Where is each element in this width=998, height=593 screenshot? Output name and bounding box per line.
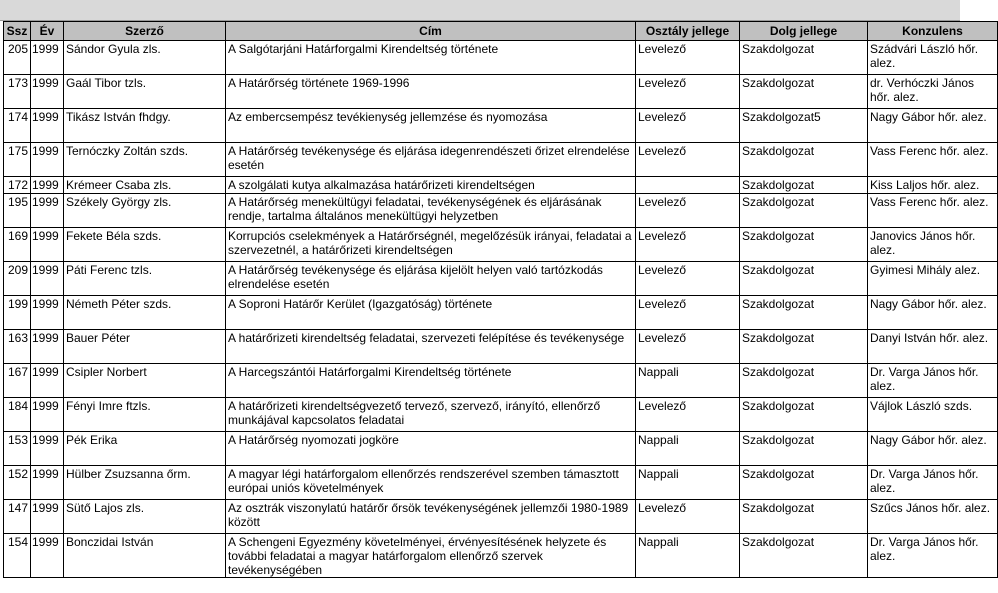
cell-dolg: Szakdolgozat <box>740 262 868 296</box>
header-szerzo: Szerző <box>64 22 226 41</box>
cell-dolg: Szakdolgozat <box>740 228 868 262</box>
cell-osztaly: Levelező <box>636 228 740 262</box>
cell-konzulens: Kiss Laljos hőr. alez. <box>868 177 998 194</box>
cell-ssz: 209 <box>4 262 31 296</box>
cell-osztaly: Nappali <box>636 432 740 466</box>
cell-osztaly: Levelező <box>636 194 740 228</box>
cell-konzulens: Gyimesi Mihály alez. <box>868 262 998 296</box>
table-row <box>4 330 998 364</box>
cell-dolg: Szakdolgozat <box>740 398 868 432</box>
cell-ssz: 184 <box>4 398 31 432</box>
header-osztaly: Osztály jellege <box>636 22 740 41</box>
cell-ssz: 173 <box>4 75 31 109</box>
cell-szerzo: Páti Ferenc tzls. <box>64 262 226 296</box>
cell-cim: Az embercsempész tevékienység jellemzése és nyomozása <box>226 109 636 143</box>
cell-dolg: Szakdolgozat <box>740 330 868 364</box>
cell-osztaly: Levelező <box>636 296 740 330</box>
cell-ssz: 153 <box>4 432 31 466</box>
cell-ssz: 175 <box>4 143 31 177</box>
cell-konzulens: Danyi István hőr. alez. <box>868 330 998 364</box>
cell-cim: Az osztrák viszonylatú határőr őrsök tevékenységének jellemzői 1980-1989 között <box>226 500 636 534</box>
cell-ev: 1999 <box>31 330 64 364</box>
cell-osztaly: Levelező <box>636 41 740 75</box>
top-bar <box>0 0 960 21</box>
cell-osztaly: Nappali <box>636 466 740 500</box>
table-row <box>4 194 998 228</box>
cell-konzulens: Nagy Gábor hőr. alez. <box>868 109 998 143</box>
cell-dolg: Szakdolgozat <box>740 143 868 177</box>
cell-konzulens: Dr. Varga János hőr. alez. <box>868 466 998 500</box>
cell-ssz: 163 <box>4 330 31 364</box>
header-ssz: Ssz <box>4 22 31 41</box>
cell-cim: Korrupciós cselekmények a Határőrségnél, megelőzésük irányai, feladatai a szervezetnél, a határőrizeti kirendeltségen <box>226 228 636 262</box>
cell-cim: A határőrizeti kirendeltség feladatai, szervezeti felépítése és tevékenysége <box>226 330 636 364</box>
cell-dolg: Szakdolgozat <box>740 75 868 109</box>
cell-konzulens: Szűcs János hőr. alez. <box>868 500 998 534</box>
cell-konzulens: Dr. Varga János hőr. alez. <box>868 534 998 578</box>
cell-konzulens: Nagy Gábor hőr. alez. <box>868 432 998 466</box>
cell-cim: A határőrizeti kirendeltségvezető tervező, szervező, irányító, ellenőrző munkájával kapcsolatos feladatai <box>226 398 636 432</box>
cell-ev: 1999 <box>31 41 64 75</box>
thesis-table <box>3 21 998 578</box>
cell-konzulens: Janovics János hőr. alez. <box>868 228 998 262</box>
cell-ev: 1999 <box>31 398 64 432</box>
cell-ev: 1999 <box>31 109 64 143</box>
cell-konzulens: Dr. Varga János hőr. alez. <box>868 364 998 398</box>
table-row <box>4 432 998 466</box>
cell-ssz: 167 <box>4 364 31 398</box>
cell-dolg: Szakdolgozat <box>740 466 868 500</box>
cell-szerzo: Tikász István fhdgy. <box>64 109 226 143</box>
cell-dolg: Szakdolgozat <box>740 177 868 194</box>
cell-ev: 1999 <box>31 143 64 177</box>
cell-ev: 1999 <box>31 432 64 466</box>
cell-szerzo: Krémeer Csaba zls. <box>64 177 226 194</box>
cell-szerzo: Bonczidai István <box>64 534 226 578</box>
table-row <box>4 41 998 75</box>
table-row <box>4 75 998 109</box>
cell-ev: 1999 <box>31 534 64 578</box>
cell-osztaly: Levelező <box>636 109 740 143</box>
cell-szerzo: Sándor Gyula zls. <box>64 41 226 75</box>
cell-cim: A magyar légi határforgalom ellenőrzés rendszerével szemben támasztott európai uniós követelmények <box>226 466 636 500</box>
cell-konzulens: dr. Verhóczki János hőr. alez. <box>868 75 998 109</box>
cell-osztaly: Levelező <box>636 143 740 177</box>
cell-szerzo: Gaál Tibor tzls. <box>64 75 226 109</box>
cell-ev: 1999 <box>31 500 64 534</box>
cell-osztaly: Levelező <box>636 75 740 109</box>
cell-szerzo: Hülber Zsuzsanna őrm. <box>64 466 226 500</box>
cell-osztaly <box>636 177 740 194</box>
cell-cim: A Harcegszántói Határforgalmi Kirendeltség története <box>226 364 636 398</box>
cell-szerzo: Csipler Norbert <box>64 364 226 398</box>
cell-ssz: 147 <box>4 500 31 534</box>
cell-osztaly: Nappali <box>636 534 740 578</box>
cell-dolg: Szakdolgozat <box>740 534 868 578</box>
cell-cim: A Schengeni Egyezmény követelményei, érvényesítésének helyzete és további feladatai a magyar határforgalom ellenőrző szervek tevékenységében <box>226 534 636 578</box>
cell-ssz: 172 <box>4 177 31 194</box>
table-row <box>4 109 998 143</box>
header-row <box>4 22 998 41</box>
cell-szerzo: Németh Péter szds. <box>64 296 226 330</box>
cell-szerzo: Székely György zls. <box>64 194 226 228</box>
cell-dolg: Szakdolgozat <box>740 194 868 228</box>
cell-szerzo: Ternóczky Zoltán szds. <box>64 143 226 177</box>
cell-konzulens: Vass Ferenc hőr. alez. <box>868 143 998 177</box>
cell-osztaly: Levelező <box>636 330 740 364</box>
cell-szerzo: Fekete Béla szds. <box>64 228 226 262</box>
cell-ssz: 154 <box>4 534 31 578</box>
cell-cim: A Határőrség nyomozati jogköre <box>226 432 636 466</box>
table-row <box>4 143 998 177</box>
cell-konzulens: Szádvári László hőr. alez. <box>868 41 998 75</box>
header-konzulens: Konzulens <box>868 22 998 41</box>
cell-cim: A Határőrség tevékenysége és eljárása kijelölt helyen való tartózkodás elrendelése esetén <box>226 262 636 296</box>
cell-konzulens: Vass Ferenc hőr. alez. <box>868 194 998 228</box>
table-body <box>4 41 998 578</box>
cell-cim: A Soproni Határőr Kerület (Igazgatóság) története <box>226 296 636 330</box>
cell-konzulens: Nagy Gábor hőr. alez. <box>868 296 998 330</box>
cell-osztaly: Levelező <box>636 262 740 296</box>
cell-ssz: 195 <box>4 194 31 228</box>
cell-ssz: 152 <box>4 466 31 500</box>
cell-dolg: Szakdolgozat <box>740 41 868 75</box>
cell-osztaly: Levelező <box>636 500 740 534</box>
table-row <box>4 398 998 432</box>
table-row <box>4 296 998 330</box>
cell-konzulens: Vájlok László szds. <box>868 398 998 432</box>
cell-cim: A Salgótarjáni Határforgalmi Kirendeltség története <box>226 41 636 75</box>
header-ev: Év <box>31 22 64 41</box>
table-row <box>4 262 998 296</box>
cell-dolg: Szakdolgozat <box>740 364 868 398</box>
cell-cim: A Határőrség menekültügyi feladatai, tevékenységének és eljárásának rendje, tartalma általános menekültügyi helyzetben <box>226 194 636 228</box>
cell-ev: 1999 <box>31 194 64 228</box>
header-cim: Cím <box>226 22 636 41</box>
table-row <box>4 466 998 500</box>
header-dolg: Dolg jellege <box>740 22 868 41</box>
cell-cim: A Határőrség tevékenysége és eljárása idegenrendészeti őrizet elrendelése esetén <box>226 143 636 177</box>
cell-ev: 1999 <box>31 466 64 500</box>
table-row <box>4 500 998 534</box>
cell-ssz: 199 <box>4 296 31 330</box>
cell-osztaly: Nappali <box>636 364 740 398</box>
table-row <box>4 228 998 262</box>
cell-szerzo: Sütő Lajos zls. <box>64 500 226 534</box>
cell-ev: 1999 <box>31 228 64 262</box>
cell-szerzo: Fényi Imre ftzls. <box>64 398 226 432</box>
cell-ev: 1999 <box>31 364 64 398</box>
cell-ev: 1999 <box>31 262 64 296</box>
cell-dolg: Szakdolgozat <box>740 500 868 534</box>
table-row <box>4 177 998 194</box>
cell-ssz: 205 <box>4 41 31 75</box>
cell-ev: 1999 <box>31 177 64 194</box>
cell-ssz: 169 <box>4 228 31 262</box>
cell-cim: A szolgálati kutya alkalmazása határőrizeti kirendeltségen <box>226 177 636 194</box>
cell-osztaly: Levelező <box>636 398 740 432</box>
cell-szerzo: Bauer Péter <box>64 330 226 364</box>
cell-ssz: 174 <box>4 109 31 143</box>
table-row <box>4 364 998 398</box>
cell-ev: 1999 <box>31 75 64 109</box>
table-row <box>4 534 998 578</box>
cell-dolg: Szakdolgozat5 <box>740 109 868 143</box>
cell-ev: 1999 <box>31 296 64 330</box>
cell-szerzo: Pék Erika <box>64 432 226 466</box>
cell-dolg: Szakdolgozat <box>740 296 868 330</box>
cell-dolg: Szakdolgozat <box>740 432 868 466</box>
cell-cim: A Határőrség története 1969-1996 <box>226 75 636 109</box>
